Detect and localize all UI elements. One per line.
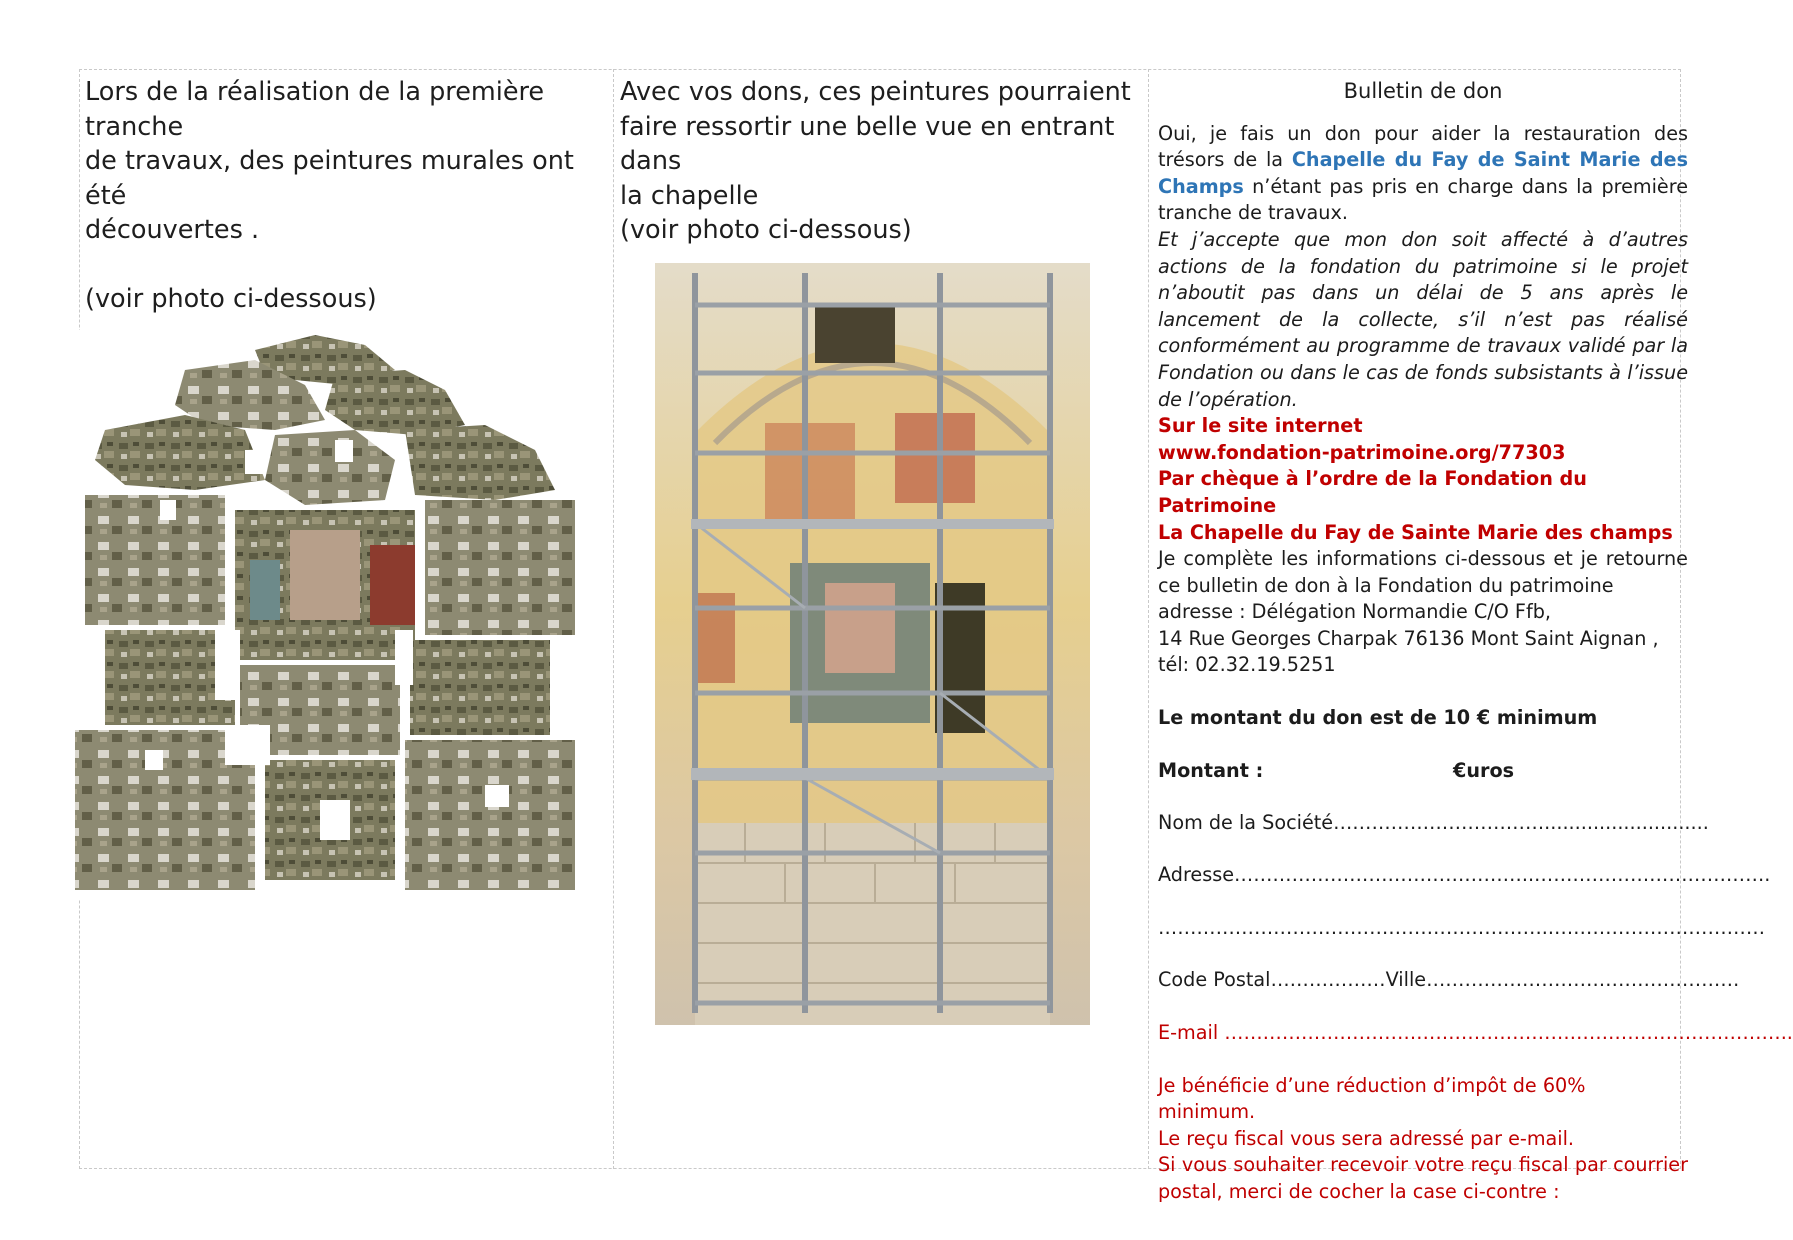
amount-field[interactable] [1158, 758, 1688, 784]
column2-line: faire ressortir une belle vue en entrant dans [620, 111, 1115, 176]
address-line: adresse : Délégation Normandie C/O Ffb, [1158, 600, 1551, 624]
column-divider [1148, 69, 1149, 1169]
phone-number: tél: 02.32.19.5251 [1158, 653, 1336, 677]
chapel-name: Chapelle du Fay de Saint Marie des Champs [1158, 148, 1688, 198]
consent-text: Et j’accepte que mon don soit affecté à d’autres actions de la fondation du patrimoine si le projet n’aboutit pas dans un délai de 5 ans après le lancement de la collecte, s’il n’est pas réalisé conformément au programme de travaux validé par la Fondation ou dans le cas de fonds subsistants à l’issue de l’opération. [1158, 227, 1688, 411]
minimum-amount: Le montant du don est de 10 € minimum [1158, 706, 1598, 730]
column2-text [620, 75, 1145, 248]
amount-label: Montant : [1158, 758, 1264, 782]
site-label: Sur le site internet [1158, 414, 1363, 438]
column2-line: Avec vos dons, ces peintures pourraient [620, 77, 1131, 107]
company-name-field[interactable]: Nom de la Société……………………………........................... [1158, 810, 1709, 834]
postal-code-city-field[interactable]: Code Postal………………Ville…………………………………………. [1158, 968, 1740, 992]
address-line: 14 Rue Georges Charpak 76136 Mont Saint Aignan , [1158, 626, 1659, 650]
column1-note: (voir photo ci-dessous) [85, 283, 377, 314]
email-field[interactable]: E-mail …………………………………………………………………………….. [1158, 1021, 1793, 1045]
intro-text [1158, 121, 1688, 227]
intro-text-start: Oui, je fais un don pour aider la restauration des trésors de la [1158, 121, 1688, 172]
address-field[interactable]: Adresse………………………………………..………………………………. [1158, 863, 1771, 887]
column2-note: (voir photo ci-dessous) [620, 215, 912, 245]
mural-fragments-photo [65, 330, 598, 900]
postal-receipt-request: Si vous souhaiter recevoir votre reçu fiscal par courrier postal, merci de cocher la case ci-contre : [1158, 1153, 1688, 1203]
chapel-scaffolding-photo [655, 263, 1090, 1025]
cheque-label: Par chèque à l’ordre de la Fondation du Patrimoine [1158, 467, 1587, 517]
site-url-link[interactable]: www.fondation-patrimoine.org/77303 [1158, 440, 1566, 464]
column1-line: Lors de la réalisation de la première tranche [85, 77, 545, 142]
tax-receipt-email-text: Le reçu fiscal vous sera adressé par e-mail. [1158, 1126, 1575, 1150]
column1-line: découvertes . [85, 215, 260, 245]
intro-text-end: n’étant pas pris en charge dans la première tranche de travaux. [1158, 174, 1688, 225]
instructions-text: Je complète les informations ci-dessous et je retourne ce bulletin de don à la Fondation du patrimoine [1158, 547, 1688, 597]
address-field-line2[interactable]: ……………………………………………………..…………………………… [1158, 915, 1766, 939]
donation-form [1158, 78, 1793, 1206]
column2-line: la chapelle [620, 180, 759, 211]
amount-unit: €uros [1453, 758, 1515, 782]
column1-text [85, 75, 610, 316]
cheque-reference: La Chapelle du Fay de Sainte Marie des champs [1158, 520, 1673, 544]
column-divider [613, 69, 614, 1169]
column1-line: de travaux, des peintures murales ont été [85, 146, 574, 211]
tax-reduction-text: Je bénéficie d’une réduction d’impôt de 60% minimum. [1158, 1073, 1586, 1124]
form-title: Bulletin de don [1343, 79, 1503, 103]
